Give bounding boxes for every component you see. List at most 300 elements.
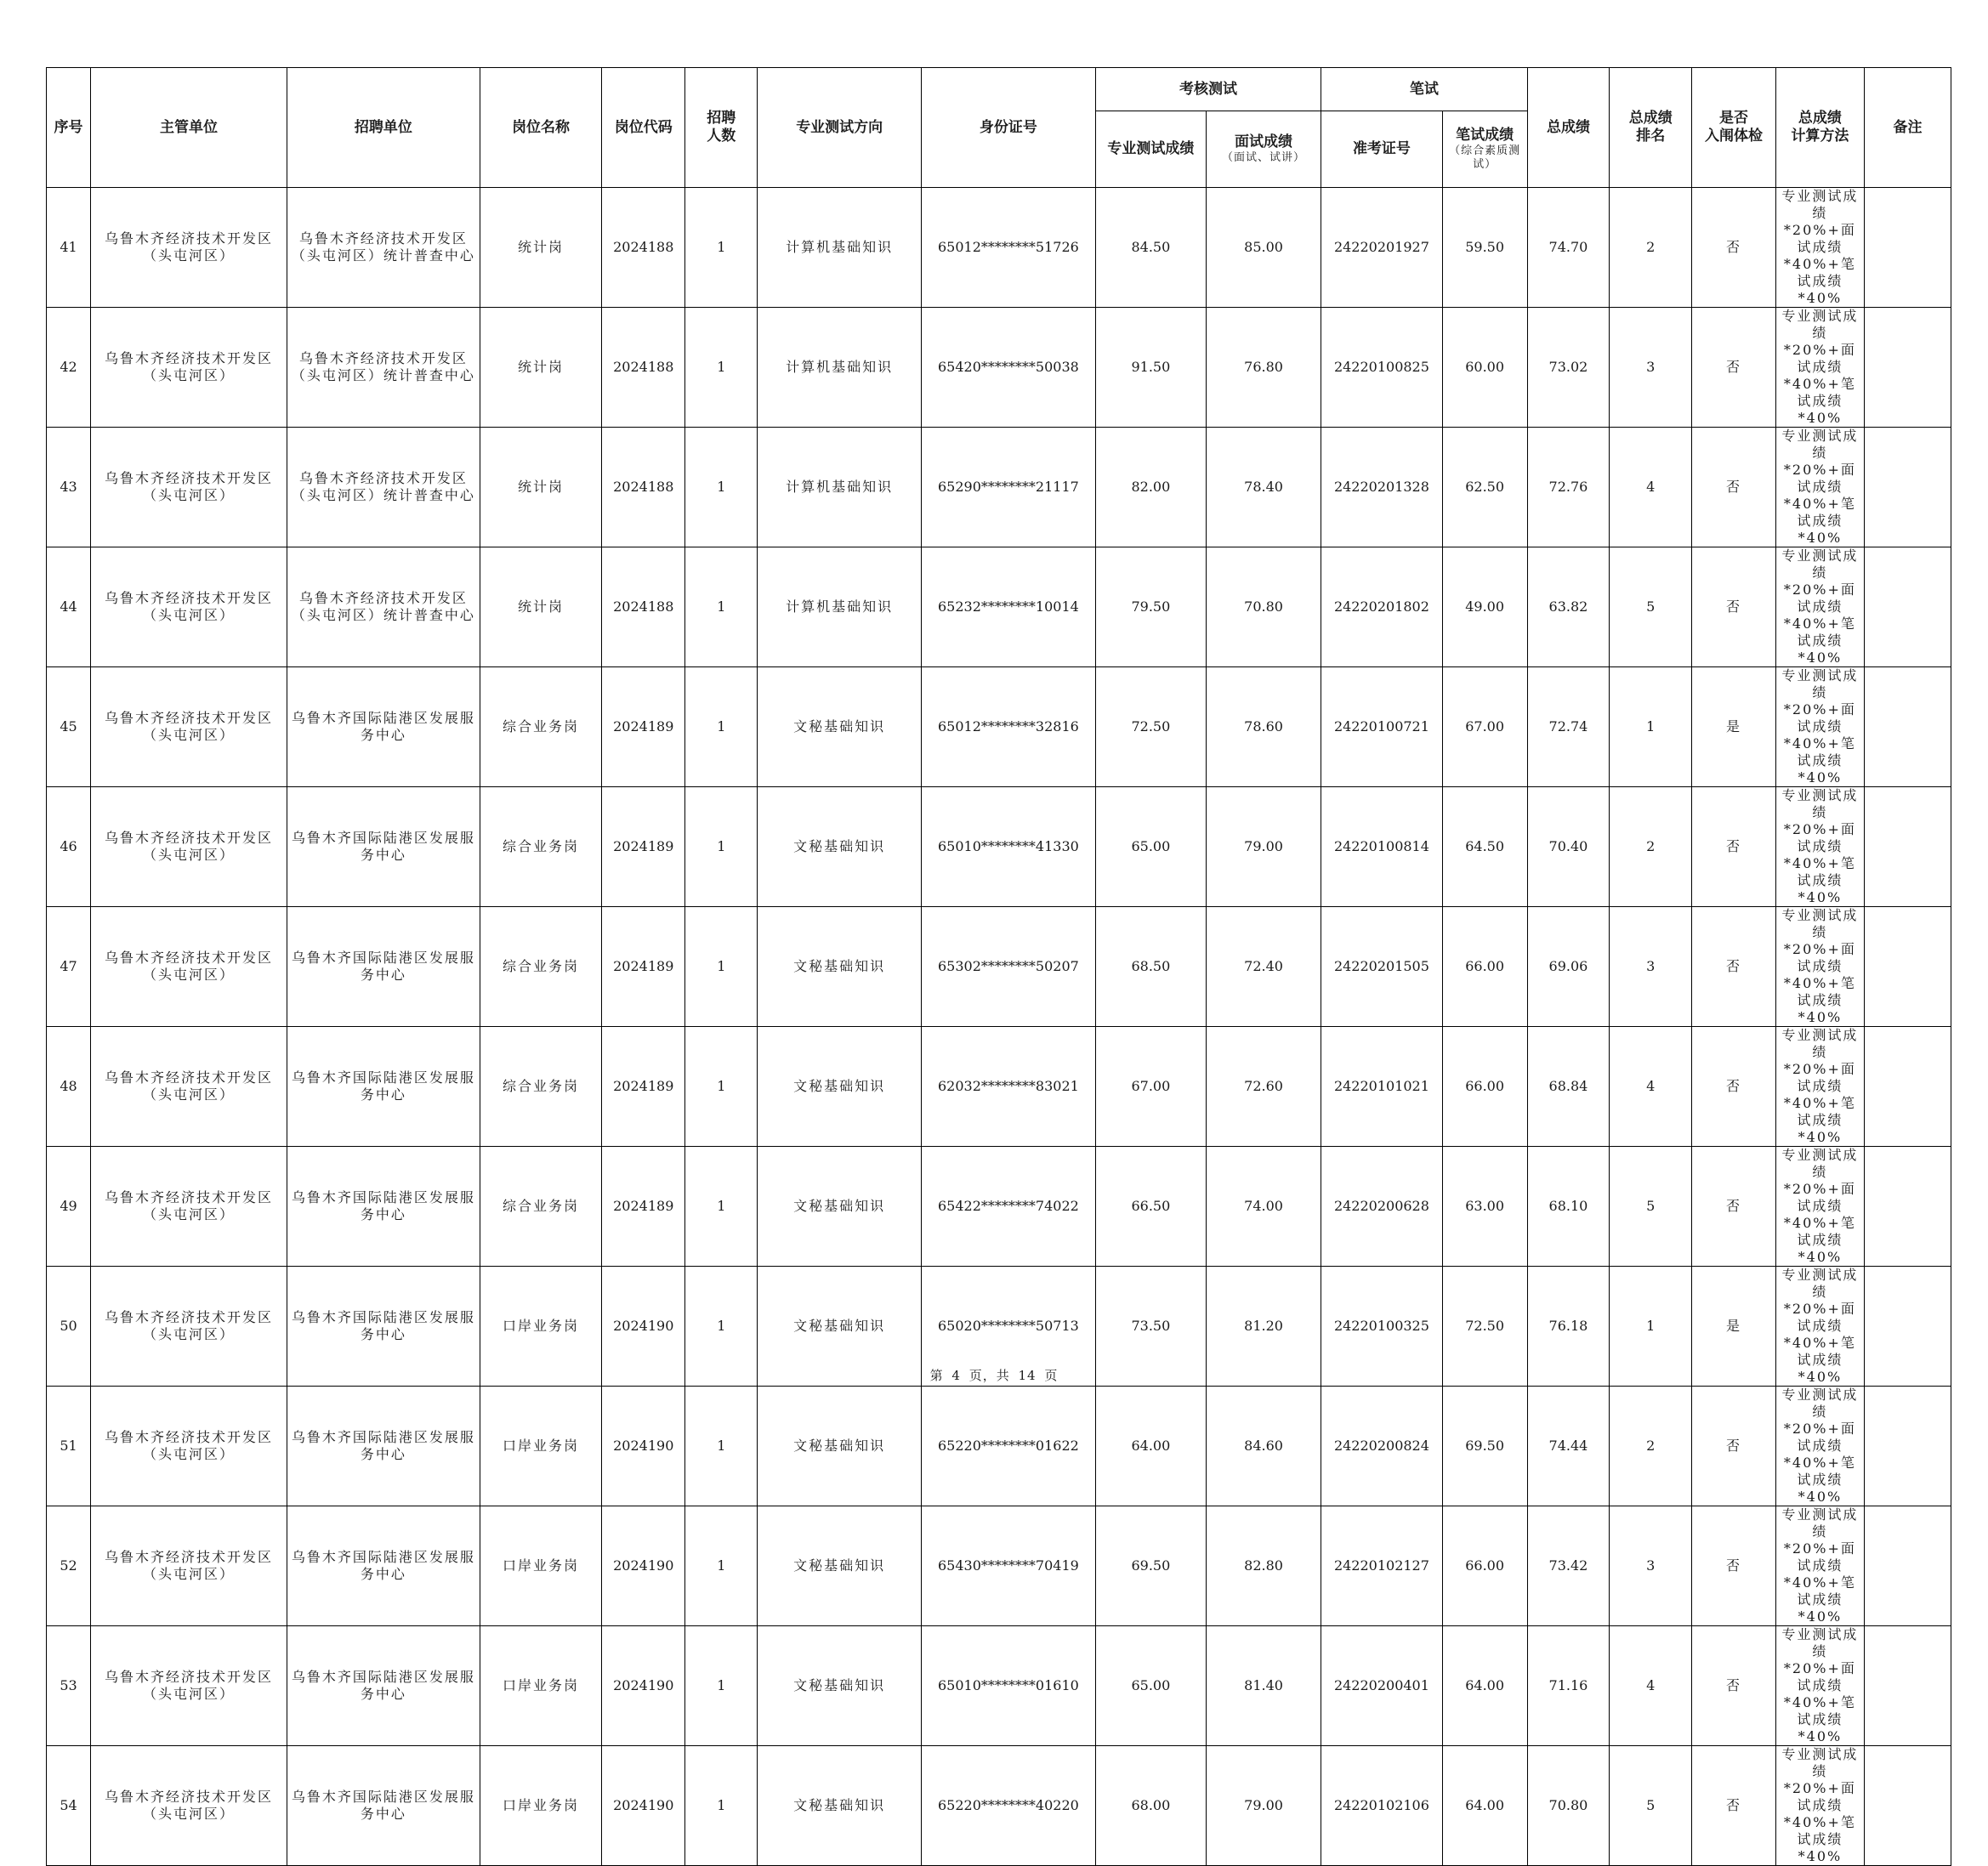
cell-method-line1: 专业测试成绩 xyxy=(1781,787,1859,820)
cell-employer xyxy=(287,188,480,308)
cell-employer-line2: 务中心 xyxy=(360,967,406,983)
cell-method-line1: 专业测试成绩 xyxy=(1781,428,1859,461)
cell-written-score: 67.00 xyxy=(1442,667,1527,787)
cell-test-direction: 计算机基础知识 xyxy=(758,428,921,547)
cell-method-line2: *20%+面试成绩 xyxy=(1783,1061,1856,1094)
cell-total: 71.16 xyxy=(1527,1626,1610,1746)
cell-method-line4: *40% xyxy=(1798,1009,1843,1025)
cell-test-direction: 文秘基础知识 xyxy=(758,1746,921,1866)
cell-remark xyxy=(1864,787,1951,907)
cell-total: 69.06 xyxy=(1527,907,1610,1027)
cell-employer-line2: （头屯河区）统计普查中心 xyxy=(291,247,475,264)
cell-employer-line1: 乌鲁木齐国际陆港区发展服 xyxy=(291,1789,475,1805)
cell-interview-score: 76.80 xyxy=(1206,308,1321,428)
cell-supervisor-line2: （头屯河区） xyxy=(142,1326,235,1342)
cell-employer-line2: 务中心 xyxy=(360,1566,406,1582)
cell-remark xyxy=(1864,1027,1951,1147)
col-admission-no: 准考证号 xyxy=(1321,111,1443,188)
cell-interview-score: 72.60 xyxy=(1206,1027,1321,1147)
col-interview-score-label: 面试成绩 xyxy=(1235,133,1293,150)
col-recruit-num-line1: 招聘 xyxy=(707,110,736,127)
cell-rank: 4 xyxy=(1610,428,1692,547)
table-row xyxy=(47,907,1951,1027)
cell-employer xyxy=(287,547,480,667)
col-rank-line1: 总成绩 xyxy=(1628,110,1673,127)
cell-method xyxy=(1775,1027,1864,1147)
col-position-name: 岗位名称 xyxy=(480,68,602,188)
cell-method-line3: *40%+笔试成绩 xyxy=(1783,1694,1856,1727)
cell-method-line4: *40% xyxy=(1798,649,1843,666)
cell-written-score: 72.50 xyxy=(1442,1267,1527,1387)
cell-rank: 2 xyxy=(1610,188,1692,308)
cell-method-line3: *40%+笔试成绩 xyxy=(1783,615,1856,649)
col-id-number: 身份证号 xyxy=(921,68,1095,188)
cell-position-name: 口岸业务岗 xyxy=(480,1506,602,1626)
cell-test-direction: 文秘基础知识 xyxy=(758,1267,921,1387)
table-row xyxy=(47,1147,1951,1267)
cell-employer-line2: （头屯河区）统计普查中心 xyxy=(291,487,475,503)
cell-supervisor-line1: 乌鲁木齐经济技术开发区 xyxy=(104,470,273,486)
cell-supervisor-line2: （头屯河区） xyxy=(142,1686,235,1702)
cell-rank: 5 xyxy=(1610,1147,1692,1267)
cell-total: 68.10 xyxy=(1527,1147,1610,1267)
cell-employer xyxy=(287,667,480,787)
cell-employer-line2: （头屯河区）统计普查中心 xyxy=(291,607,475,623)
cell-written-score: 66.00 xyxy=(1442,1506,1527,1626)
cell-method-line4: *40% xyxy=(1798,889,1843,905)
cell-supervisor xyxy=(91,1027,287,1147)
cell-employer xyxy=(287,1506,480,1626)
cell-seq: 48 xyxy=(47,1027,91,1147)
cell-total: 73.42 xyxy=(1527,1506,1610,1626)
cell-recruit-num: 1 xyxy=(685,547,758,667)
cell-total: 72.74 xyxy=(1527,667,1610,787)
cell-written-score: 64.00 xyxy=(1442,1626,1527,1746)
cell-remark xyxy=(1864,907,1951,1027)
cell-total: 76.18 xyxy=(1527,1267,1610,1387)
cell-test-direction: 文秘基础知识 xyxy=(758,1506,921,1626)
cell-method-line3: *40%+笔试成绩 xyxy=(1783,1335,1856,1368)
cell-id-number: 65012********51726 xyxy=(921,188,1095,308)
cell-pro-score: 72.50 xyxy=(1095,667,1206,787)
cell-id-number: 65302********50207 xyxy=(921,907,1095,1027)
cell-supervisor xyxy=(91,1147,287,1267)
cell-checkup: 否 xyxy=(1692,1147,1776,1267)
cell-supervisor-line1: 乌鲁木齐经济技术开发区 xyxy=(104,350,273,366)
footer-middle: 页，共 xyxy=(968,1368,1010,1383)
cell-position-code: 2024189 xyxy=(602,1147,685,1267)
cell-test-direction: 文秘基础知识 xyxy=(758,1027,921,1147)
col-group-assessment: 考核测试 xyxy=(1095,68,1321,111)
col-checkup xyxy=(1692,68,1776,188)
cell-supervisor-line2: （头屯河区） xyxy=(142,487,235,503)
cell-total: 74.44 xyxy=(1527,1387,1610,1506)
cell-seq: 50 xyxy=(47,1267,91,1387)
cell-pro-score: 65.00 xyxy=(1095,787,1206,907)
cell-remark xyxy=(1864,188,1951,308)
cell-written-score: 66.00 xyxy=(1442,1027,1527,1147)
cell-admission-no: 24220101021 xyxy=(1321,1027,1443,1147)
cell-method-line4: *40% xyxy=(1798,1369,1843,1385)
cell-remark xyxy=(1864,308,1951,428)
cell-seq: 52 xyxy=(47,1506,91,1626)
cell-test-direction: 文秘基础知识 xyxy=(758,787,921,907)
cell-pro-score: 65.00 xyxy=(1095,1626,1206,1746)
col-recruit-num-line2: 人数 xyxy=(707,128,736,145)
cell-id-number: 65010********41330 xyxy=(921,787,1095,907)
cell-rank: 3 xyxy=(1610,308,1692,428)
cell-method-line1: 专业测试成绩 xyxy=(1781,308,1859,341)
cell-supervisor-line2: （头屯河区） xyxy=(142,1806,235,1822)
cell-position-code: 2024190 xyxy=(602,1626,685,1746)
cell-recruit-num: 1 xyxy=(685,787,758,907)
cell-pro-score: 84.50 xyxy=(1095,188,1206,308)
cell-method xyxy=(1775,547,1864,667)
cell-supervisor-line1: 乌鲁木齐经济技术开发区 xyxy=(104,710,273,726)
col-method xyxy=(1775,68,1864,188)
cell-remark xyxy=(1864,667,1951,787)
cell-supervisor xyxy=(91,1746,287,1866)
cell-employer-line1: 乌鲁木齐国际陆港区发展服 xyxy=(291,1309,475,1325)
cell-supervisor xyxy=(91,188,287,308)
table-row xyxy=(47,428,1951,547)
cell-written-score: 49.00 xyxy=(1442,547,1527,667)
cell-method-line4: *40% xyxy=(1798,1129,1843,1145)
cell-method-line1: 专业测试成绩 xyxy=(1781,907,1859,940)
cell-checkup: 否 xyxy=(1692,1027,1776,1147)
col-written-score xyxy=(1442,111,1527,188)
cell-method-line1: 专业测试成绩 xyxy=(1781,1506,1859,1540)
cell-method-line1: 专业测试成绩 xyxy=(1781,1746,1859,1779)
cell-supervisor-line1: 乌鲁木齐经济技术开发区 xyxy=(104,1069,273,1086)
cell-written-score: 69.50 xyxy=(1442,1387,1527,1506)
cell-test-direction: 文秘基础知识 xyxy=(758,1147,921,1267)
table-row xyxy=(47,1746,1951,1866)
cell-employer-line2: 务中心 xyxy=(360,1086,406,1103)
cell-employer-line1: 乌鲁木齐国际陆港区发展服 xyxy=(291,950,475,966)
cell-test-direction: 计算机基础知识 xyxy=(758,547,921,667)
cell-written-score: 64.50 xyxy=(1442,787,1527,907)
cell-recruit-num: 1 xyxy=(685,428,758,547)
cell-checkup: 否 xyxy=(1692,1387,1776,1506)
cell-method-line3: *40%+笔试成绩 xyxy=(1783,1455,1856,1488)
table-header xyxy=(47,68,1951,188)
cell-method-line3: *40%+笔试成绩 xyxy=(1783,1814,1856,1847)
cell-method-line3: *40%+笔试成绩 xyxy=(1783,496,1856,529)
cell-remark xyxy=(1864,547,1951,667)
table-row xyxy=(47,1626,1951,1746)
cell-position-name: 综合业务岗 xyxy=(480,907,602,1027)
cell-id-number: 65420********50038 xyxy=(921,308,1095,428)
col-written-score-label: 笔试成绩 xyxy=(1456,127,1514,144)
cell-pro-score: 91.50 xyxy=(1095,308,1206,428)
cell-interview-score: 79.00 xyxy=(1206,1746,1321,1866)
cell-supervisor-line1: 乌鲁木齐经济技术开发区 xyxy=(104,830,273,846)
cell-recruit-num: 1 xyxy=(685,1027,758,1147)
cell-method xyxy=(1775,1626,1864,1746)
cell-interview-score: 78.40 xyxy=(1206,428,1321,547)
cell-checkup: 否 xyxy=(1692,1746,1776,1866)
cell-checkup: 否 xyxy=(1692,188,1776,308)
cell-total: 63.82 xyxy=(1527,547,1610,667)
cell-method-line2: *20%+面试成绩 xyxy=(1783,581,1856,615)
cell-checkup: 否 xyxy=(1692,787,1776,907)
col-checkup-line1: 是否 xyxy=(1718,110,1748,127)
cell-admission-no: 24220200401 xyxy=(1321,1626,1443,1746)
col-total: 总成绩 xyxy=(1527,68,1610,188)
cell-employer-line1: 乌鲁木齐国际陆港区发展服 xyxy=(291,1429,475,1445)
cell-supervisor xyxy=(91,787,287,907)
cell-id-number: 65422********74022 xyxy=(921,1147,1095,1267)
cell-pro-score: 79.50 xyxy=(1095,547,1206,667)
col-position-code: 岗位代码 xyxy=(602,68,685,188)
cell-method-line4: *40% xyxy=(1798,1848,1843,1864)
cell-position-code: 2024189 xyxy=(602,787,685,907)
cell-interview-score: 81.40 xyxy=(1206,1626,1321,1746)
table-row xyxy=(47,188,1951,308)
cell-method xyxy=(1775,667,1864,787)
cell-admission-no: 24220102106 xyxy=(1321,1746,1443,1866)
cell-recruit-num: 1 xyxy=(685,907,758,1027)
col-rank-line2: 排名 xyxy=(1636,128,1666,145)
cell-supervisor-line2: （头屯河区） xyxy=(142,847,235,863)
cell-remark xyxy=(1864,1506,1951,1626)
cell-position-name: 口岸业务岗 xyxy=(480,1626,602,1746)
col-pro-score: 专业测试成绩 xyxy=(1095,111,1206,188)
cell-position-name: 口岸业务岗 xyxy=(480,1387,602,1506)
cell-method xyxy=(1775,428,1864,547)
cell-supervisor-line1: 乌鲁木齐经济技术开发区 xyxy=(104,1789,273,1805)
cell-position-name: 统计岗 xyxy=(480,188,602,308)
cell-employer xyxy=(287,907,480,1027)
table-row xyxy=(47,308,1951,428)
cell-employer-line2: 务中心 xyxy=(360,1806,406,1822)
cell-supervisor-line2: （头屯河区） xyxy=(142,1206,235,1222)
cell-method-line2: *20%+面试成绩 xyxy=(1783,342,1856,375)
col-method-line2: 计算方法 xyxy=(1791,128,1849,145)
cell-position-name: 统计岗 xyxy=(480,547,602,667)
col-supervisor: 主管单位 xyxy=(91,68,287,188)
cell-supervisor-line2: （头屯河区） xyxy=(142,1086,235,1103)
cell-method-line2: *20%+面试成绩 xyxy=(1783,1660,1856,1693)
footer-page-number: 4 xyxy=(951,1368,961,1383)
cell-seq: 42 xyxy=(47,308,91,428)
cell-id-number: 65290********21117 xyxy=(921,428,1095,547)
table-body xyxy=(47,188,1951,1866)
cell-test-direction: 文秘基础知识 xyxy=(758,1626,921,1746)
cell-employer-line2: 务中心 xyxy=(360,1686,406,1702)
cell-position-name: 综合业务岗 xyxy=(480,1027,602,1147)
cell-supervisor-line2: （头屯河区） xyxy=(142,1566,235,1582)
col-group-written: 笔试 xyxy=(1321,68,1527,111)
cell-method-line4: *40% xyxy=(1798,290,1843,306)
cell-method-line1: 专业测试成绩 xyxy=(1781,667,1859,700)
cell-employer xyxy=(287,1746,480,1866)
cell-employer-line2: 务中心 xyxy=(360,1446,406,1462)
cell-checkup: 否 xyxy=(1692,308,1776,428)
table-row xyxy=(47,547,1951,667)
cell-checkup: 否 xyxy=(1692,1626,1776,1746)
cell-seq: 44 xyxy=(47,547,91,667)
cell-seq: 47 xyxy=(47,907,91,1027)
cell-test-direction: 计算机基础知识 xyxy=(758,308,921,428)
cell-method-line4: *40% xyxy=(1798,1489,1843,1505)
cell-rank: 3 xyxy=(1610,1506,1692,1626)
cell-supervisor-line2: （头屯河区） xyxy=(142,607,235,623)
cell-position-code: 2024188 xyxy=(602,188,685,308)
cell-pro-score: 69.50 xyxy=(1095,1506,1206,1626)
cell-written-score: 64.00 xyxy=(1442,1746,1527,1866)
cell-supervisor-line2: （头屯河区） xyxy=(142,367,235,383)
table-row xyxy=(47,1506,1951,1626)
cell-test-direction: 计算机基础知识 xyxy=(758,188,921,308)
cell-admission-no: 24220200824 xyxy=(1321,1387,1443,1506)
cell-method xyxy=(1775,188,1864,308)
cell-recruit-num: 1 xyxy=(685,1746,758,1866)
cell-method-line2: *20%+面试成绩 xyxy=(1783,1181,1856,1214)
cell-pro-score: 73.50 xyxy=(1095,1267,1206,1387)
cell-admission-no: 24220200628 xyxy=(1321,1147,1443,1267)
cell-position-code: 2024188 xyxy=(602,308,685,428)
cell-position-code: 2024190 xyxy=(602,1746,685,1866)
cell-test-direction: 文秘基础知识 xyxy=(758,1387,921,1506)
cell-position-code: 2024190 xyxy=(602,1506,685,1626)
cell-admission-no: 24220201505 xyxy=(1321,907,1443,1027)
cell-written-score: 62.50 xyxy=(1442,428,1527,547)
cell-interview-score: 70.80 xyxy=(1206,547,1321,667)
cell-supervisor-line2: （头屯河区） xyxy=(142,247,235,264)
cell-checkup: 否 xyxy=(1692,1506,1776,1626)
cell-checkup: 是 xyxy=(1692,1267,1776,1387)
cell-remark xyxy=(1864,1626,1951,1746)
cell-id-number: 65232********10014 xyxy=(921,547,1095,667)
cell-recruit-num: 1 xyxy=(685,188,758,308)
cell-method-line4: *40% xyxy=(1798,1249,1843,1265)
cell-method-line1: 专业测试成绩 xyxy=(1781,547,1859,581)
cell-recruit-num: 1 xyxy=(685,667,758,787)
cell-total: 72.76 xyxy=(1527,428,1610,547)
cell-interview-score: 81.20 xyxy=(1206,1267,1321,1387)
cell-employer-line1: 乌鲁木齐国际陆港区发展服 xyxy=(291,1189,475,1205)
cell-method xyxy=(1775,787,1864,907)
cell-recruit-num: 1 xyxy=(685,308,758,428)
cell-remark xyxy=(1864,1746,1951,1866)
cell-interview-score: 85.00 xyxy=(1206,188,1321,308)
cell-method xyxy=(1775,1746,1864,1866)
cell-checkup: 否 xyxy=(1692,547,1776,667)
cell-supervisor xyxy=(91,1626,287,1746)
cell-seq: 45 xyxy=(47,667,91,787)
cell-total: 68.84 xyxy=(1527,1027,1610,1147)
table-row xyxy=(47,667,1951,787)
cell-method xyxy=(1775,1147,1864,1267)
cell-employer-line2: 务中心 xyxy=(360,1206,406,1222)
cell-method xyxy=(1775,308,1864,428)
cell-position-code: 2024189 xyxy=(602,907,685,1027)
cell-id-number: 65012********32816 xyxy=(921,667,1095,787)
cell-rank: 5 xyxy=(1610,1746,1692,1866)
cell-supervisor-line2: （头屯河区） xyxy=(142,967,235,983)
cell-written-score: 59.50 xyxy=(1442,188,1527,308)
cell-checkup: 否 xyxy=(1692,907,1776,1027)
cell-id-number: 62032********83021 xyxy=(921,1027,1095,1147)
cell-position-code: 2024189 xyxy=(602,1027,685,1147)
cell-method-line3: *40%+笔试成绩 xyxy=(1783,376,1856,409)
cell-method-line4: *40% xyxy=(1798,410,1843,426)
cell-supervisor xyxy=(91,1506,287,1626)
cell-interview-score: 84.60 xyxy=(1206,1387,1321,1506)
cell-seq: 53 xyxy=(47,1626,91,1746)
cell-employer-line1: 乌鲁木齐国际陆港区发展服 xyxy=(291,1669,475,1685)
cell-pro-score: 64.00 xyxy=(1095,1387,1206,1506)
col-recruit-num xyxy=(685,68,758,188)
cell-id-number: 65220********01622 xyxy=(921,1387,1095,1506)
cell-admission-no: 24220201802 xyxy=(1321,547,1443,667)
cell-admission-no: 24220100814 xyxy=(1321,787,1443,907)
table-row xyxy=(47,1387,1951,1506)
cell-method-line2: *20%+面试成绩 xyxy=(1783,1780,1856,1813)
cell-method-line3: *40%+笔试成绩 xyxy=(1783,256,1856,289)
cell-employer-line1: 乌鲁木齐国际陆港区发展服 xyxy=(291,710,475,726)
cell-supervisor xyxy=(91,547,287,667)
cell-rank: 2 xyxy=(1610,1387,1692,1506)
cell-recruit-num: 1 xyxy=(685,1626,758,1746)
footer-suffix: 页 xyxy=(1044,1368,1059,1383)
cell-method xyxy=(1775,1506,1864,1626)
cell-seq: 54 xyxy=(47,1746,91,1866)
cell-rank: 1 xyxy=(1610,667,1692,787)
page-footer xyxy=(0,1366,1988,1384)
cell-position-name: 口岸业务岗 xyxy=(480,1267,602,1387)
cell-seq: 41 xyxy=(47,188,91,308)
cell-seq: 51 xyxy=(47,1387,91,1506)
cell-written-score: 63.00 xyxy=(1442,1147,1527,1267)
cell-employer-line2: 务中心 xyxy=(360,1326,406,1342)
cell-admission-no: 24220100325 xyxy=(1321,1267,1443,1387)
col-rank xyxy=(1610,68,1692,188)
cell-method-line1: 专业测试成绩 xyxy=(1781,188,1859,221)
cell-employer xyxy=(287,1147,480,1267)
cell-rank: 1 xyxy=(1610,1267,1692,1387)
cell-supervisor xyxy=(91,308,287,428)
cell-total: 73.02 xyxy=(1527,308,1610,428)
col-interview-score xyxy=(1206,111,1321,188)
cell-supervisor-line1: 乌鲁木齐经济技术开发区 xyxy=(104,1549,273,1565)
cell-supervisor xyxy=(91,428,287,547)
cell-method-line3: *40%+笔试成绩 xyxy=(1783,1215,1856,1248)
cell-admission-no: 24220102127 xyxy=(1321,1506,1443,1626)
cell-employer-line2: 务中心 xyxy=(360,847,406,863)
cell-position-name: 口岸业务岗 xyxy=(480,1746,602,1866)
cell-id-number: 65220********40220 xyxy=(921,1746,1095,1866)
cell-method-line4: *40% xyxy=(1798,1608,1843,1625)
cell-employer xyxy=(287,428,480,547)
cell-pro-score: 67.00 xyxy=(1095,1027,1206,1147)
cell-test-direction: 文秘基础知识 xyxy=(758,667,921,787)
cell-employer-line1: 乌鲁木齐经济技术开发区 xyxy=(298,230,468,247)
cell-position-code: 2024188 xyxy=(602,547,685,667)
cell-employer xyxy=(287,308,480,428)
cell-remark xyxy=(1864,1387,1951,1506)
cell-method-line2: *20%+面试成绩 xyxy=(1783,941,1856,974)
cell-pro-score: 68.00 xyxy=(1095,1746,1206,1866)
cell-employer-line1: 乌鲁木齐国际陆港区发展服 xyxy=(291,1549,475,1565)
cell-method-line2: *20%+面试成绩 xyxy=(1783,1301,1856,1334)
cell-method-line2: *20%+面试成绩 xyxy=(1783,821,1856,854)
col-seq: 序号 xyxy=(47,68,91,188)
cell-method-line3: *40%+笔试成绩 xyxy=(1783,735,1856,769)
cell-supervisor-line2: （头屯河区） xyxy=(142,1446,235,1462)
